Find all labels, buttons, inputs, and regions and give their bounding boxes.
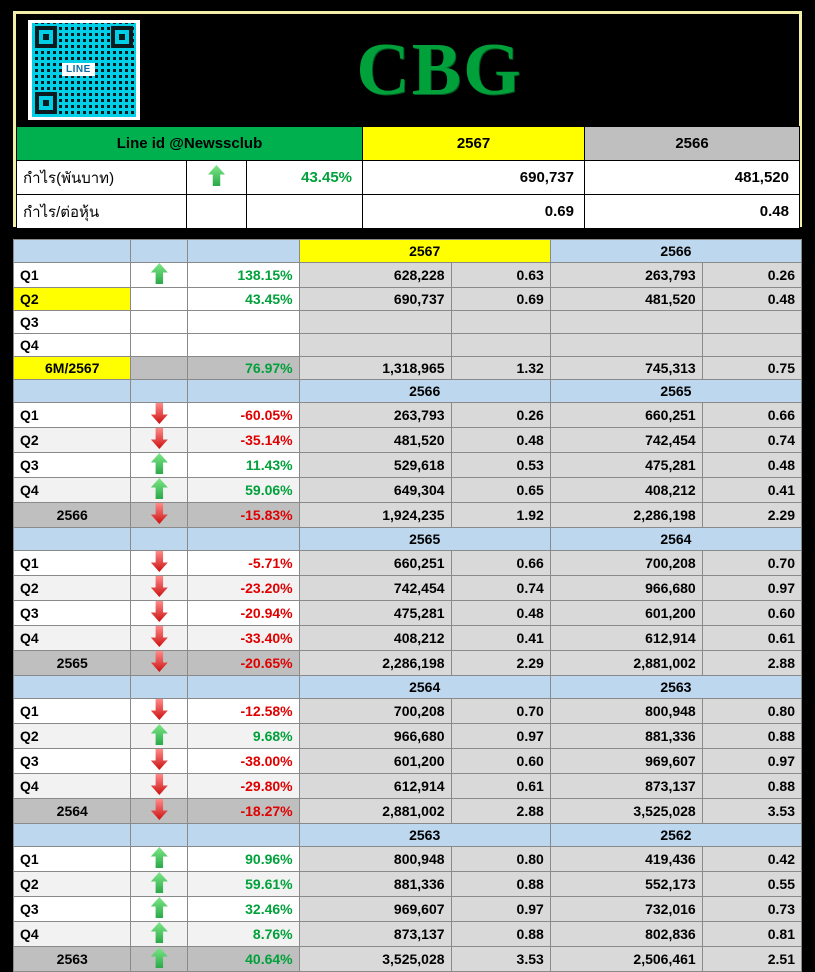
row-profit-prev: 601,200 (550, 601, 702, 626)
row-trend-arrow (131, 774, 188, 799)
trend-arrow-down-icon (151, 428, 168, 449)
row-trend-arrow (131, 311, 188, 334)
row-label: Q2 (14, 428, 131, 453)
row-eps-prev (702, 334, 801, 357)
trend-arrow-down-icon (151, 403, 168, 424)
row-label: Q2 (14, 288, 131, 311)
row-trend-arrow (131, 922, 188, 947)
row-profit-current: 966,680 (299, 724, 451, 749)
row-eps-current: 0.26 (451, 403, 550, 428)
row-label: Q4 (14, 626, 131, 651)
table-row (14, 699, 802, 724)
row-change-percent: -15.83% (188, 503, 299, 528)
row-trend-arrow (131, 503, 188, 528)
table-row (14, 453, 802, 478)
year-header-row (14, 380, 802, 403)
row-label: Q4 (14, 334, 131, 357)
row-change-percent: 138.15% (188, 263, 299, 288)
year-header-left: 2564 (299, 676, 550, 699)
row-eps-prev: 0.97 (702, 576, 801, 601)
row-profit-current: 3,525,028 (299, 947, 451, 972)
trend-arrow-down-icon (151, 626, 168, 647)
year-header-left: 2563 (299, 824, 550, 847)
row-change-percent: -33.40% (188, 626, 299, 651)
table-row (14, 922, 802, 947)
row-eps-current: 1.32 (451, 357, 550, 380)
year-header-spacer (131, 676, 188, 699)
row-eps-current: 2.29 (451, 651, 550, 676)
year-header-right: 2562 (550, 824, 801, 847)
row-eps-prev: 2.51 (702, 947, 801, 972)
year-header-spacer (188, 240, 299, 263)
header-eps-percent (247, 195, 363, 229)
row-eps-prev: 0.80 (702, 699, 801, 724)
row-label: 2565 (14, 651, 131, 676)
table-row (14, 897, 802, 922)
year-header-row (14, 824, 802, 847)
row-profit-current (299, 311, 451, 334)
row-profit-current: 2,286,198 (299, 651, 451, 676)
qr-eye-top-right-icon (111, 26, 133, 48)
header-eps-label: กำไร/ต่อหุ้น (17, 195, 187, 229)
row-trend-arrow (131, 626, 188, 651)
company-logo-title: CBG (356, 28, 523, 111)
trend-arrow-down-icon (151, 799, 168, 820)
row-profit-current: 700,208 (299, 699, 451, 724)
row-profit-prev: 969,607 (550, 749, 702, 774)
table-row (14, 263, 802, 288)
row-eps-prev (702, 311, 801, 334)
header-year-prev: 2566 (585, 127, 800, 161)
row-trend-arrow (131, 403, 188, 428)
trend-arrow-up-icon (151, 897, 168, 918)
row-profit-current: 881,336 (299, 872, 451, 897)
row-profit-current: 742,454 (299, 576, 451, 601)
header-eps-trend-placeholder (187, 195, 247, 229)
row-eps-prev: 0.26 (702, 263, 801, 288)
row-profit-prev: 3,525,028 (550, 799, 702, 824)
year-header-right: 2565 (550, 380, 801, 403)
row-profit-prev: 2,506,461 (550, 947, 702, 972)
row-eps-current: 0.48 (451, 601, 550, 626)
row-label: 2566 (14, 503, 131, 528)
row-eps-prev: 2.29 (702, 503, 801, 528)
row-profit-prev: 660,251 (550, 403, 702, 428)
row-eps-current: 3.53 (451, 947, 550, 972)
row-profit-prev (550, 311, 702, 334)
year-header-right: 2566 (550, 240, 801, 263)
row-profit-current (299, 334, 451, 357)
table-row (14, 626, 802, 651)
row-trend-arrow (131, 799, 188, 824)
row-change-percent: 11.43% (188, 453, 299, 478)
row-label: Q4 (14, 922, 131, 947)
row-eps-prev: 0.60 (702, 601, 801, 626)
row-trend-arrow (131, 601, 188, 626)
trend-arrow-up-icon (151, 872, 168, 893)
row-profit-prev: 966,680 (550, 576, 702, 601)
row-change-percent: 32.46% (188, 897, 299, 922)
row-eps-prev: 0.61 (702, 626, 801, 651)
qr-eye-top-left-icon (35, 26, 57, 48)
table-row (14, 601, 802, 626)
year-header-spacer (14, 528, 131, 551)
row-trend-arrow (131, 699, 188, 724)
year-header-spacer (131, 240, 188, 263)
row-eps-prev: 2.88 (702, 651, 801, 676)
row-trend-arrow (131, 357, 188, 380)
row-trend-arrow (131, 263, 188, 288)
row-label: Q1 (14, 551, 131, 576)
row-eps-prev: 0.81 (702, 922, 801, 947)
year-header-spacer (188, 380, 299, 403)
row-eps-current (451, 311, 550, 334)
trend-arrow-down-icon (151, 601, 168, 622)
row-profit-current: 649,304 (299, 478, 451, 503)
row-trend-arrow (131, 551, 188, 576)
row-profit-current: 873,137 (299, 922, 451, 947)
row-label: 2563 (14, 947, 131, 972)
trend-arrow-down-icon (151, 774, 168, 795)
row-change-percent: 8.76% (188, 922, 299, 947)
row-profit-current: 690,737 (299, 288, 451, 311)
row-label: Q1 (14, 847, 131, 872)
row-eps-prev: 0.55 (702, 872, 801, 897)
header-eps-prev: 0.48 (585, 195, 800, 229)
row-eps-current: 0.61 (451, 774, 550, 799)
row-eps-current: 0.53 (451, 453, 550, 478)
row-profit-prev: 873,137 (550, 774, 702, 799)
table-row (14, 749, 802, 774)
row-profit-prev: 2,881,002 (550, 651, 702, 676)
row-profit-prev: 802,836 (550, 922, 702, 947)
row-profit-current: 529,618 (299, 453, 451, 478)
row-trend-arrow (131, 334, 188, 357)
row-trend-arrow (131, 651, 188, 676)
row-eps-current: 0.41 (451, 626, 550, 651)
table-row (14, 724, 802, 749)
header-card (13, 11, 802, 227)
year-header-spacer (188, 528, 299, 551)
table-row (14, 403, 802, 428)
row-profit-prev: 745,313 (550, 357, 702, 380)
row-eps-current (451, 334, 550, 357)
row-change-percent: -35.14% (188, 428, 299, 453)
year-header-right: 2563 (550, 676, 801, 699)
row-eps-current: 0.88 (451, 922, 550, 947)
row-label: Q1 (14, 699, 131, 724)
row-profit-prev: 408,212 (550, 478, 702, 503)
row-change-percent (188, 311, 299, 334)
table-row (14, 288, 802, 311)
header-summary-table (16, 126, 800, 229)
row-change-percent: -20.94% (188, 601, 299, 626)
year-header-right: 2564 (550, 528, 801, 551)
row-profit-prev: 800,948 (550, 699, 702, 724)
year-header-row (14, 528, 802, 551)
header-table-header-row (17, 127, 800, 161)
row-trend-arrow (131, 724, 188, 749)
row-change-percent: 59.61% (188, 872, 299, 897)
row-profit-prev: 552,173 (550, 872, 702, 897)
row-change-percent (188, 334, 299, 357)
trend-arrow-up-icon (151, 947, 168, 968)
year-header-spacer (131, 380, 188, 403)
qr-code[interactable] (28, 20, 140, 120)
row-eps-current: 0.70 (451, 699, 550, 724)
year-header-row (14, 676, 802, 699)
row-profit-current: 601,200 (299, 749, 451, 774)
row-change-percent: 43.45% (188, 288, 299, 311)
year-header-spacer (14, 676, 131, 699)
row-label: 2564 (14, 799, 131, 824)
row-eps-current: 0.80 (451, 847, 550, 872)
year-header-spacer (14, 824, 131, 847)
row-profit-current: 969,607 (299, 897, 451, 922)
row-change-percent: -60.05% (188, 403, 299, 428)
row-profit-prev: 481,520 (550, 288, 702, 311)
year-header-left: 2567 (299, 240, 550, 263)
row-label: Q3 (14, 311, 131, 334)
trend-arrow-down-icon (151, 551, 168, 572)
row-eps-current: 0.60 (451, 749, 550, 774)
qr-code-icon (32, 23, 136, 117)
row-profit-prev: 700,208 (550, 551, 702, 576)
header-row-profit (17, 161, 800, 195)
table-row (14, 576, 802, 601)
table-row (14, 478, 802, 503)
row-change-percent: -12.58% (188, 699, 299, 724)
row-profit-current: 628,228 (299, 263, 451, 288)
row-profit-current: 612,914 (299, 774, 451, 799)
table-row (14, 357, 802, 380)
row-trend-arrow (131, 749, 188, 774)
year-header-spacer (131, 824, 188, 847)
trend-arrow-up-icon (151, 478, 168, 499)
row-label: Q4 (14, 478, 131, 503)
year-header-spacer (14, 240, 131, 263)
trend-arrow-up-icon (151, 263, 168, 284)
row-profit-current: 1,318,965 (299, 357, 451, 380)
row-eps-prev: 0.66 (702, 403, 801, 428)
row-change-percent: -38.00% (188, 749, 299, 774)
row-profit-prev (550, 334, 702, 357)
row-eps-prev: 0.70 (702, 551, 801, 576)
trend-arrow-up-icon (151, 847, 168, 868)
row-label: Q1 (14, 403, 131, 428)
row-profit-prev: 732,016 (550, 897, 702, 922)
row-eps-current: 1.92 (451, 503, 550, 528)
row-profit-current: 1,924,235 (299, 503, 451, 528)
line-id-cell[interactable]: Line id @Newssclub (17, 127, 363, 161)
header-profit-prev: 481,520 (585, 161, 800, 195)
row-change-percent: -23.20% (188, 576, 299, 601)
row-trend-arrow (131, 847, 188, 872)
year-header-left: 2565 (299, 528, 550, 551)
line-logo-label: LINE (62, 63, 95, 76)
row-eps-current: 0.48 (451, 428, 550, 453)
row-eps-current: 0.74 (451, 576, 550, 601)
row-eps-prev: 0.73 (702, 897, 801, 922)
row-profit-prev: 263,793 (550, 263, 702, 288)
row-trend-arrow (131, 478, 188, 503)
table-row (14, 503, 802, 528)
row-label: Q1 (14, 263, 131, 288)
row-eps-prev: 0.48 (702, 453, 801, 478)
table-row (14, 334, 802, 357)
header-row-eps (17, 195, 800, 229)
row-profit-current: 263,793 (299, 403, 451, 428)
row-eps-prev: 3.53 (702, 799, 801, 824)
row-eps-current: 0.65 (451, 478, 550, 503)
year-header-left: 2566 (299, 380, 550, 403)
row-label: Q2 (14, 872, 131, 897)
table-row (14, 651, 802, 676)
row-profit-current: 475,281 (299, 601, 451, 626)
row-change-percent: -20.65% (188, 651, 299, 676)
row-change-percent: 90.96% (188, 847, 299, 872)
header-profit-label: กำไร(พันบาท) (17, 161, 187, 195)
row-eps-prev: 0.42 (702, 847, 801, 872)
header-profit-current: 690,737 (363, 161, 585, 195)
row-eps-prev: 0.88 (702, 774, 801, 799)
row-eps-prev: 0.97 (702, 749, 801, 774)
row-label: Q3 (14, 897, 131, 922)
row-trend-arrow (131, 428, 188, 453)
row-profit-prev: 742,454 (550, 428, 702, 453)
row-eps-current: 2.88 (451, 799, 550, 824)
row-eps-current: 0.63 (451, 263, 550, 288)
table-row (14, 551, 802, 576)
row-eps-prev: 0.74 (702, 428, 801, 453)
year-header-row (14, 240, 802, 263)
row-trend-arrow (131, 872, 188, 897)
header-profit-percent: 43.45% (247, 161, 363, 195)
row-trend-arrow (131, 576, 188, 601)
row-label: Q2 (14, 576, 131, 601)
trend-arrow-down-icon (151, 651, 168, 672)
trend-arrow-down-icon (151, 749, 168, 770)
row-eps-prev: 0.48 (702, 288, 801, 311)
row-profit-prev: 2,286,198 (550, 503, 702, 528)
row-label: Q3 (14, 453, 131, 478)
row-profit-current: 481,520 (299, 428, 451, 453)
row-label: Q2 (14, 724, 131, 749)
row-profit-current: 408,212 (299, 626, 451, 651)
row-change-percent: 59.06% (188, 478, 299, 503)
header-branding (16, 14, 799, 126)
year-header-spacer (131, 528, 188, 551)
table-row (14, 428, 802, 453)
row-profit-current: 2,881,002 (299, 799, 451, 824)
trend-arrow-up-icon (151, 453, 168, 474)
row-change-percent: -5.71% (188, 551, 299, 576)
year-header-spacer (188, 676, 299, 699)
row-profit-prev: 881,336 (550, 724, 702, 749)
row-label: 6M/2567 (14, 357, 131, 380)
row-change-percent: 9.68% (188, 724, 299, 749)
trend-arrow-down-icon (151, 576, 168, 597)
row-eps-prev: 0.88 (702, 724, 801, 749)
row-profit-prev: 419,436 (550, 847, 702, 872)
row-label: Q3 (14, 601, 131, 626)
row-eps-prev: 0.41 (702, 478, 801, 503)
table-row (14, 872, 802, 897)
row-label: Q4 (14, 774, 131, 799)
row-trend-arrow (131, 453, 188, 478)
year-header-spacer (14, 380, 131, 403)
row-profit-prev: 612,914 (550, 626, 702, 651)
year-header-spacer (188, 824, 299, 847)
row-eps-current: 0.66 (451, 551, 550, 576)
quarterly-results-table-wrap (13, 239, 802, 972)
row-change-percent: -29.80% (188, 774, 299, 799)
row-eps-current: 0.69 (451, 288, 550, 311)
qr-eye-bottom-left-icon (35, 92, 57, 114)
header-eps-current: 0.69 (363, 195, 585, 229)
table-row (14, 774, 802, 799)
quarterly-results-table (13, 239, 802, 972)
row-profit-current: 660,251 (299, 551, 451, 576)
header-year-current: 2567 (363, 127, 585, 161)
trend-arrow-down-icon (151, 503, 168, 524)
row-eps-current: 0.97 (451, 724, 550, 749)
table-row (14, 311, 802, 334)
header-profit-trend-arrow-up-icon (187, 161, 247, 195)
row-change-percent: 76.97% (188, 357, 299, 380)
row-eps-current: 0.88 (451, 872, 550, 897)
table-row (14, 799, 802, 824)
row-profit-current: 800,948 (299, 847, 451, 872)
row-eps-current: 0.97 (451, 897, 550, 922)
row-trend-arrow (131, 288, 188, 311)
table-row (14, 847, 802, 872)
trend-arrow-down-icon (151, 699, 168, 720)
row-change-percent: -18.27% (188, 799, 299, 824)
row-change-percent: 40.64% (188, 947, 299, 972)
row-eps-prev: 0.75 (702, 357, 801, 380)
trend-arrow-up-icon (151, 922, 168, 943)
row-label: Q3 (14, 749, 131, 774)
row-profit-prev: 475,281 (550, 453, 702, 478)
row-trend-arrow (131, 897, 188, 922)
trend-arrow-up-icon (151, 724, 168, 745)
